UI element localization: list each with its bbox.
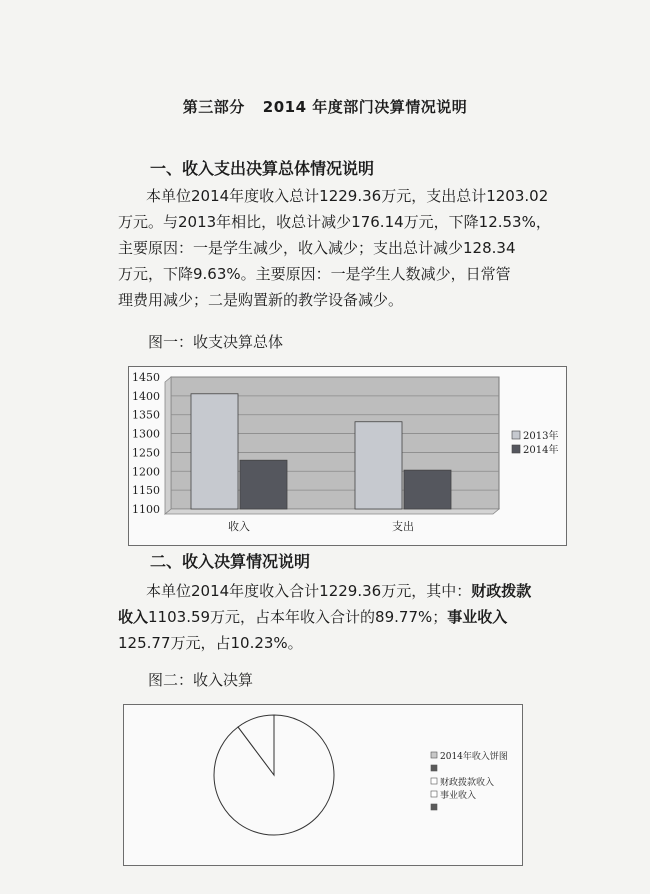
text-run-bold: 事业收入 [447,608,508,626]
y-tick-label: 1250 [132,446,160,460]
legend-swatch [431,778,437,784]
text-run-bold: 财政拨款 [471,582,532,600]
pie-chart [124,705,522,865]
title-part: 第三部分 [182,98,245,116]
paragraph-line: 理费用减少；二是购置新的教学设备减少。 [118,291,404,309]
bar [240,460,287,509]
legend-label: 事业收入 [440,791,477,801]
section1-paragraph [118,183,568,313]
x-tick-label: 收入 [228,520,250,533]
legend-swatch [512,445,520,453]
paragraph-line: 主要原因：一是学生减少，收入减少；支出总计减少128.34 [118,239,516,257]
y-tick-label: 1350 [132,408,160,422]
plot-side-wall [165,377,171,514]
section-heading-2: 二、收入决算情况说明 [150,552,311,571]
y-tick-label: 1300 [132,427,160,441]
y-tick-label: 1450 [132,371,160,384]
y-tick-label: 1150 [132,484,160,498]
text-run-bold: 收入 [118,608,149,626]
bar-chart [129,367,566,545]
bar [191,394,238,509]
legend-label: 2013年 [523,431,559,442]
page-title [0,96,650,117]
bar [355,422,402,509]
figure-caption-1: 图一：收支决算总体 [148,333,284,351]
y-tick-label: 1400 [132,389,160,403]
legend-swatch [512,431,520,439]
legend-swatch [431,765,437,771]
pie-chart-frame [123,704,523,866]
section-heading-1: 一、收入支出决算总体情况说明 [150,159,375,178]
paragraph-line: 万元。与2013年相比，收总计减少176.14万元，下降12.53%， [118,213,551,231]
paragraph-line [118,578,568,604]
title-main: 2014 年度部门决算情况说明 [262,98,468,116]
legend-swatch [431,804,437,810]
legend-swatch [431,791,437,797]
legend-label: 财政拨款收入 [440,778,495,788]
x-tick-label: 支出 [392,520,414,533]
section2-paragraph [118,578,568,656]
y-tick-label: 1200 [132,465,160,479]
figure-caption-2: 图二：收入决算 [148,671,254,689]
bar [404,470,451,509]
paragraph-line [118,604,568,630]
paragraph-line: 125.77万元，占10.23%。 [118,634,303,652]
text-run: 1103.59万元，占本年收入合计的89.77%； [148,608,448,626]
legend-label: 2014年 [523,445,559,456]
plot-floor [165,509,499,514]
legend-label: 2014年收入饼图 [440,752,508,762]
bar-chart-frame [128,366,567,546]
paragraph-line: 万元，下降9.63%。主要原因：一是学生人数减少，日常管 [118,265,511,283]
text-run: 本单位2014年度收入合计1229.36万元，其中： [146,582,472,600]
y-tick-label: 1100 [132,503,160,516]
legend-swatch [431,752,437,758]
paragraph-line: 本单位2014年度收入总计1229.36万元，支出总计1203.02 [146,187,549,205]
